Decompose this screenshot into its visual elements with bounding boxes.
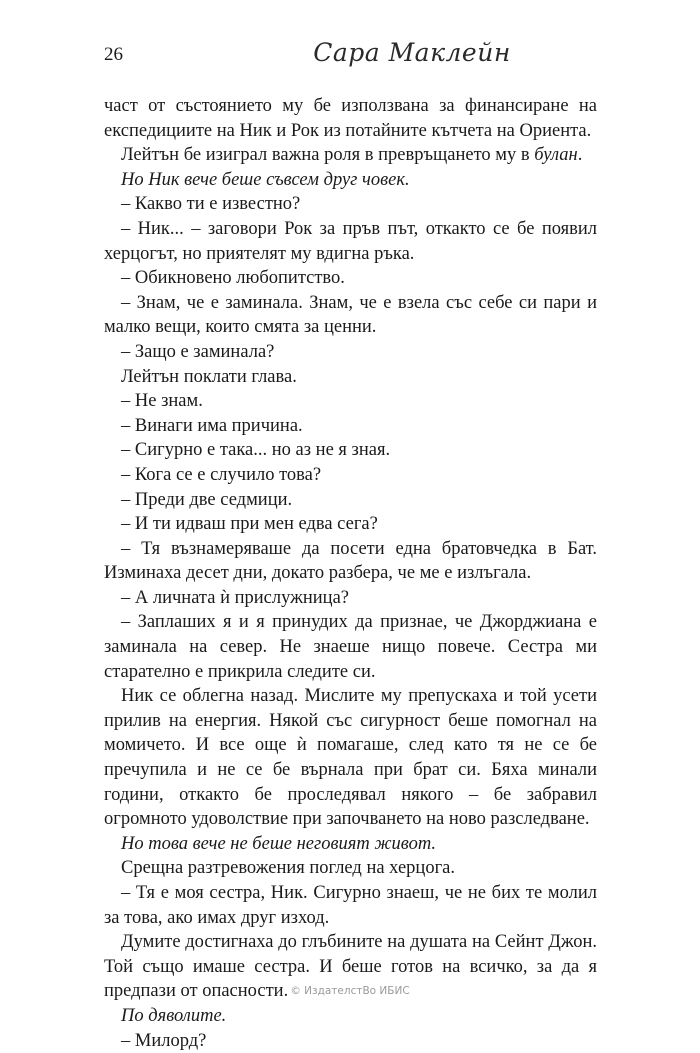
- paragraph: Лейтън поклати глава.: [121, 366, 297, 387]
- paragraph: [104, 143, 597, 168]
- dialogue-line: – Не знам.: [121, 391, 203, 412]
- page-number: 26: [104, 44, 123, 65]
- dialogue-line: – Кога се е случило това?: [121, 464, 322, 485]
- italic-paragraph: По дяволите.: [121, 1005, 227, 1026]
- italic-word: булан: [534, 145, 578, 166]
- dialogue-line: – Защо е заминала?: [121, 341, 275, 362]
- dialogue-line: – Милорд?: [121, 1030, 207, 1051]
- dialogue-line: – Сигурно е така... но аз не я зная.: [121, 440, 391, 461]
- italic-paragraph: Но Ник вече беше съвсем друг човек.: [121, 169, 410, 190]
- dialogue-line: – Ник... – заговори Рок за пръв път, откакто се бе появил херцогът, но приятелят му вдигна ръка.: [104, 218, 597, 264]
- italic-paragraph: Но това вече не беше неговият живот.: [121, 833, 437, 854]
- dialogue-line: – Какво ти е известно?: [121, 194, 301, 215]
- dialogue-line: – Знам, че е заминала. Знам, че е взела със себе си пари и малко вещи, които смята за ценни.: [104, 292, 597, 338]
- dialogue-line: – Обикновено любопитство.: [121, 268, 345, 289]
- dialogue-line: – А личната ѝ прислужница?: [121, 587, 350, 608]
- paragraph: част от състоянието му бе използвана за финансиране на експедициите на Ник и Рок из потайните кътчета на Ориента.: [104, 96, 597, 141]
- paragraph: Думите достигнаха до глъбините на душата на Сейнт Джон. Той също имаше сестра. И беше готов на всичко, за да я предпази от опасности.: [104, 932, 597, 1002]
- paragraph-text: Лейтън бе изиграл важна роля в превръщането му в: [121, 145, 535, 166]
- dialogue-line: – Заплаших я и я принудих да признае, че Джорджиана е заминала на север. Не знаеше нищо повече. Сестра ми старателно е прикрила следите си.: [104, 612, 597, 682]
- paragraph-text: .: [577, 145, 583, 166]
- paragraph: Ник се облегна назад. Мислите му препускаха и той усети прилив на енергия. Някой със сигурност беше помогнал на момичето. И все още ѝ помагаше, след като тя не се бе пречупила и не се бе върнала при брат си. Бяха минали години, откакто бе проследявал някого – бе забравил огромното удоволствие при започването на ново разследване.: [104, 686, 597, 830]
- dialogue-line: – И ти идваш при мен едва сега?: [121, 514, 378, 535]
- dialogue-line: – Преди две седмици.: [121, 489, 293, 510]
- publisher-copyright: © ИздателстВо ИБИС: [290, 985, 410, 997]
- dialogue-line: – Тя е моя сестра, Ник. Сигурно знаеш, че не бих те молил за това, ако имах друг изход.: [104, 883, 597, 928]
- running-head-author: Сара Маклейн: [313, 38, 511, 67]
- dialogue-line: – Винаги има причина.: [121, 415, 303, 436]
- page-text: [104, 94, 597, 1053]
- dialogue-line: – Тя възнамеряваше да посети една братовчедка в Бат. Изминаха десет дни, докато разбера, че ме е излъгала.: [104, 538, 597, 584]
- paragraph: Срещна разтревожения поглед на херцога.: [121, 858, 456, 879]
